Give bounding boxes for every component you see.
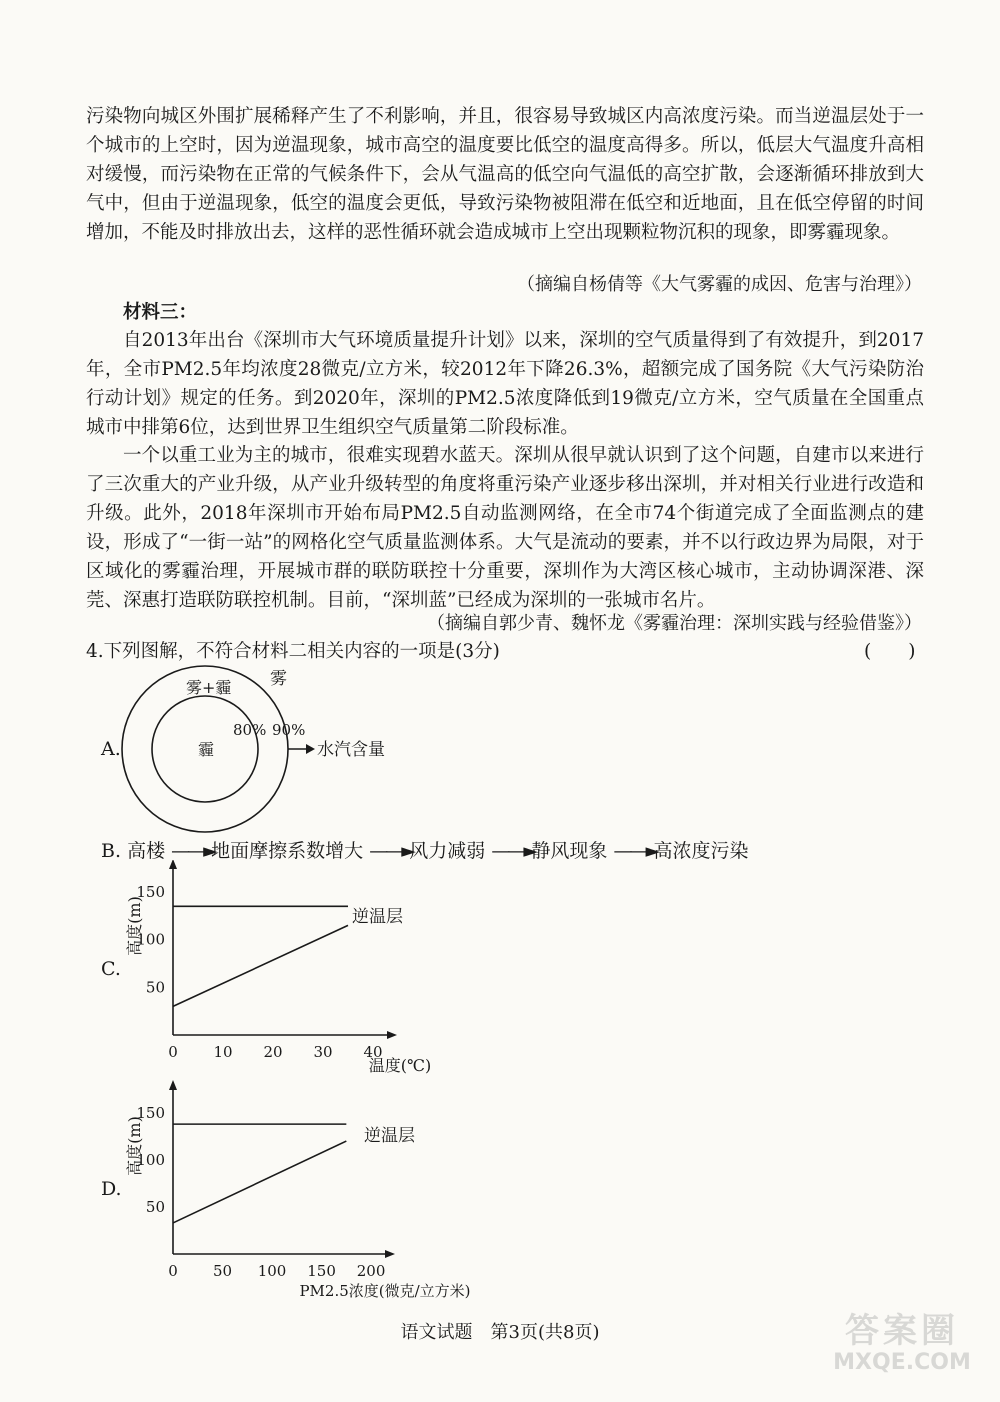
option-a-diagram xyxy=(120,660,420,840)
fog-label: 雾 xyxy=(270,669,287,689)
watermark-url: MXQE.COM xyxy=(833,1350,971,1375)
answer-parentheses: ( ) xyxy=(864,641,916,662)
chart-c-x-tick-label: 10 xyxy=(213,1043,233,1061)
chart-d-x-tick-label: 200 xyxy=(356,1262,386,1280)
flow-step-2: 地面摩擦系数增大 xyxy=(211,840,364,862)
material-three-heading: 材料三： xyxy=(123,302,198,323)
chart-c-trend-line xyxy=(173,925,348,1006)
chart-c-y-tick-label: 100 xyxy=(136,930,165,949)
chart-d-x-tick-label: 50 xyxy=(212,1262,233,1280)
chart-c-x-tick-label: 40 xyxy=(363,1043,383,1061)
chart-c-y-tick-label: 150 xyxy=(136,883,165,902)
flow-arrow-1: ——► xyxy=(171,840,215,862)
option-d-label: D. xyxy=(101,1178,122,1200)
option-a-label: A. xyxy=(101,738,121,760)
chart-d-x-axis-arrow xyxy=(385,1250,395,1258)
haze-label: 霾 xyxy=(198,740,215,759)
chart-d-trend-line xyxy=(173,1141,346,1223)
option-d-chart xyxy=(110,1080,490,1305)
flow-step-3: 风力减弱 xyxy=(409,840,486,862)
fog-haze-label: 雾+霾 xyxy=(186,678,232,697)
chart-c-xlabel: 温度(℃) xyxy=(368,1056,432,1075)
option-b-label: B. xyxy=(101,840,122,862)
option-c-chart xyxy=(110,860,470,1080)
flow-step-5: 高浓度污染 xyxy=(653,840,749,862)
chart-c-y-axis-arrow xyxy=(169,860,177,869)
chart-d-annotation: 逆温层 xyxy=(364,1126,415,1146)
flow-step-4: 静风现象 xyxy=(531,840,608,862)
watermark xyxy=(822,1312,982,1384)
page-footer: 语文试题 第3页(共8页) xyxy=(400,1322,600,1343)
chart-c-x-axis-arrow xyxy=(387,1031,397,1039)
flow-arrow-3: ——► xyxy=(491,840,535,862)
chart-c-y-tick-label: 50 xyxy=(145,978,165,997)
flow-arrow-4: ——► xyxy=(613,840,658,862)
pct-80-label: 80% xyxy=(233,721,267,739)
chart-d-y-axis-arrow xyxy=(169,1080,177,1090)
source-citation-1: （摘编自杨倩等《大气雾霾的成因、危害与治理》） xyxy=(517,274,922,295)
chart-c-annotation: 逆温层 xyxy=(352,907,403,927)
source-citation-2: （摘编自郭少青、魏怀龙《雾霾治理：深圳实践与经验借鉴》） xyxy=(427,613,922,634)
passage-paragraph-1: 污染物向城区外围扩展稀释产生了不利影响，并且，很容易导致城区内高浓度污染。而当逆温层处于一个城市的上空时，因为逆温现象，城市高空的温度要比低空的温度高得多。所以，低层大气温度升高相对缓慢，而污染物在正常的气候条件下，会从气温高的低空向气温低的高空扩散，会逐渐循环排放到大气中，但由于逆温现象，低空的温度会更低，导致污染物被阻滞在低空和近地面，且在低空停留的时间增加，不能及时排放出去，这样的恶性循环就会造成城市上空出现颗粒物沉积的现象，即雾霾现象。 xyxy=(86,106,924,243)
option-c-label: C. xyxy=(101,958,121,980)
chart-d-ylabel: 高度(m) xyxy=(125,1116,144,1176)
chart-d-y-tick-label: 100 xyxy=(136,1150,165,1169)
chart-c-x-tick-label: 30 xyxy=(313,1043,333,1061)
chart-d-y-tick-label: 50 xyxy=(145,1197,165,1216)
chart-c-x-tick-label: 20 xyxy=(263,1043,283,1061)
moisture-content-label: 水汽含量 xyxy=(317,740,385,760)
moisture-arrow-head xyxy=(306,744,315,754)
chart-d-x-tick-label: 150 xyxy=(307,1262,336,1280)
chart-d-x-tick-label: 100 xyxy=(257,1262,287,1280)
chart-d-y-tick-label: 150 xyxy=(136,1103,165,1122)
flow-step-1: 高楼 xyxy=(127,840,166,862)
pct-90-label: 90% xyxy=(272,721,306,739)
watermark-logo: 答案圈 xyxy=(845,1311,959,1351)
chart-c-ylabel: 高度(m) xyxy=(125,896,144,956)
passage-paragraph-3: 一个以重工业为主的城市，很难实现碧水蓝天。深圳从很早就认识到了这个问题，自建市以来进行了三次重大的产业升级，从产业升级转型的角度将重污染产业逐步移出深圳，并对相关行业进行改造和升级。此外，2018年深圳市开始布局PM2.5自动监测网络，在全市74个街道完成了全面监测点的建设，形成了“一街一站”的网格化空气质量监测体系。大气是流动的要素，并不以行政边界为局限，对于区域化的雾霾治理，开展城市群的联防联控十分重要，深圳作为大湾区核心城市，主动协调深港、深莞、深惠打造联防联控机制。目前，“深圳蓝”已经成为深圳的一张城市名片。 xyxy=(86,445,924,611)
chart-d-xlabel: PM2.5浓度(微克/立方米) xyxy=(299,1282,471,1300)
flow-arrow-2: ——► xyxy=(369,840,413,862)
passage-paragraph-2: 自2013年出台《深圳市大气环境质量提升计划》以来，深圳的空气质量得到了有效提升，到2017年，全市PM2.5年均浓度28微克/立方米，较2012年下降26.3%，超额完成了国务院《大气污染防治行动计划》规定的任务。到2020年，深圳的PM2.5浓度降低到19微克/立方米，空气质量在全国重点城市中排第6位，达到世界卫生组织空气质量第二阶段标准。 xyxy=(86,330,924,438)
option-b-flow xyxy=(101,836,749,863)
chart-c-x-tick-label: 0 xyxy=(168,1043,178,1061)
question-4-text: 4.下列图解，不符合材料二相关内容的一项是(3分) xyxy=(86,641,500,662)
chart-d-x-tick-label: 0 xyxy=(168,1262,178,1280)
